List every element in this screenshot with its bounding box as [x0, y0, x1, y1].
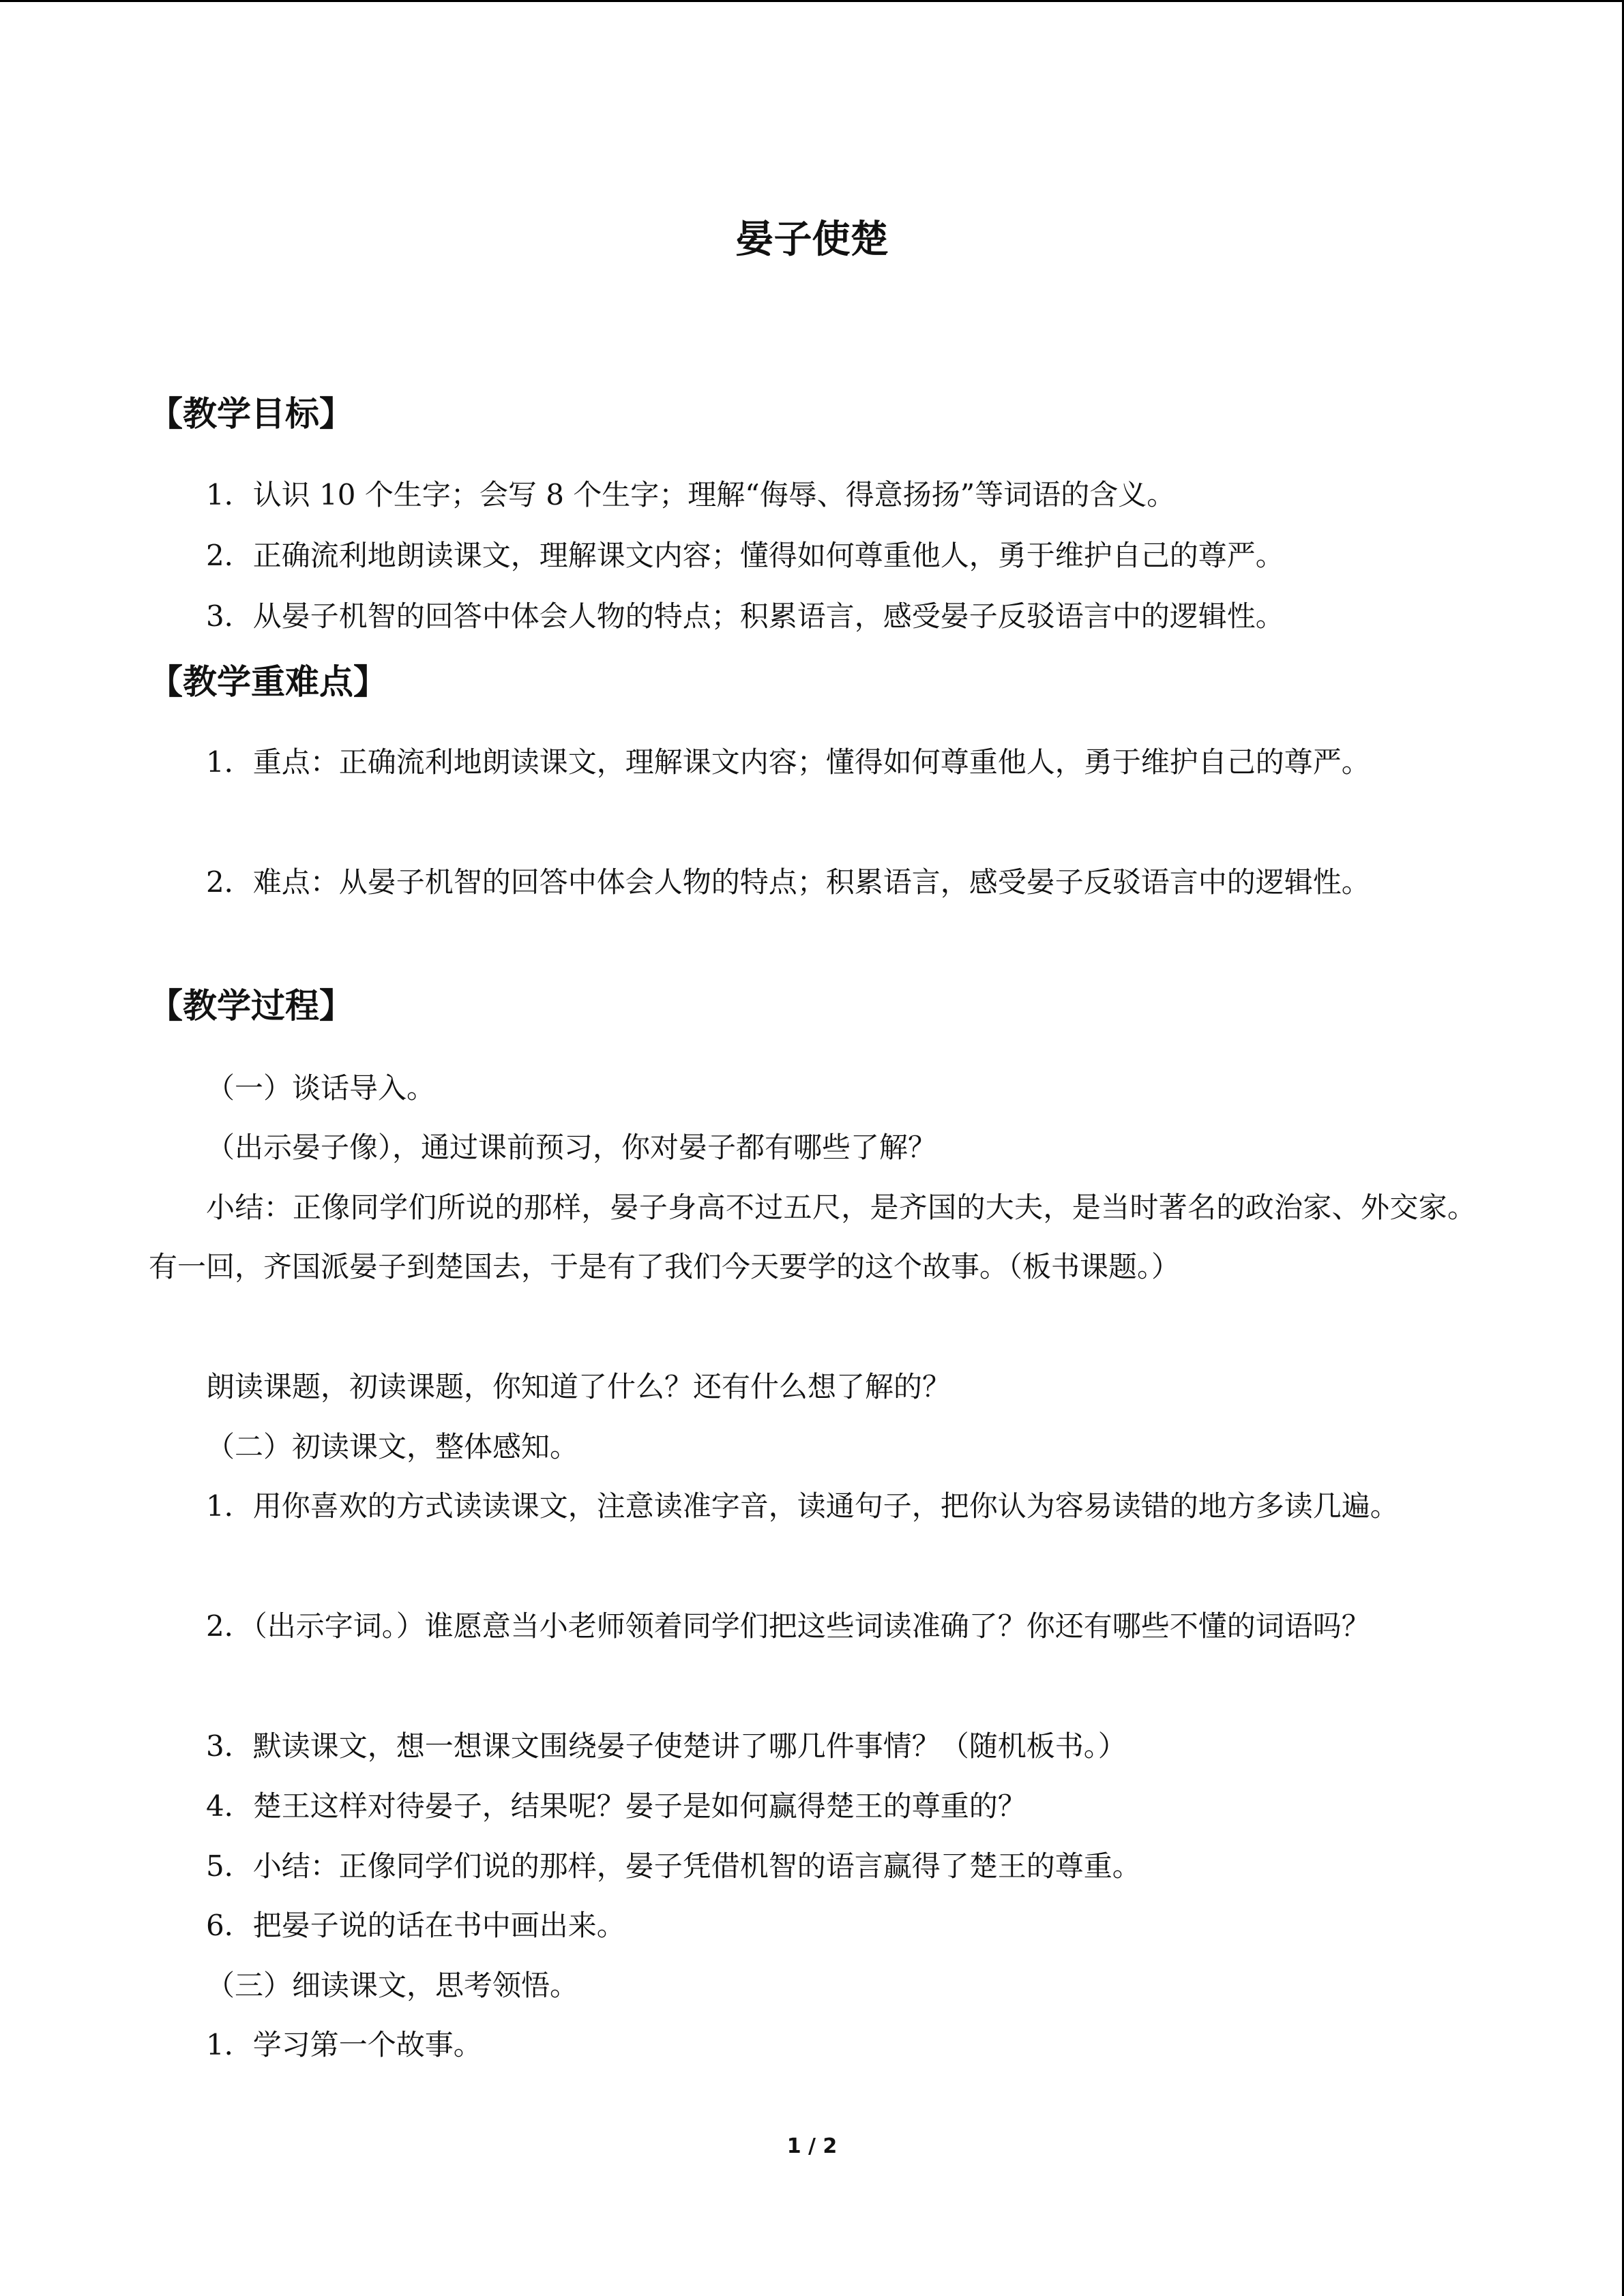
- page-top-border: [0, 0, 1624, 2]
- key-point-item: 1．重点：正确流利地朗读课文，理解课文内容；懂得如何尊重他人，勇于维护自己的尊严。: [206, 745, 1370, 779]
- key-point-item: 2．难点：从晏子机智的回答中体会人物的特点；积累语言，感受晏子反驳语言中的逻辑性。: [206, 865, 1370, 899]
- process-item: 2．（出示字词。）谁愿意当小老师领着同学们把这些词读准确了？你还有哪些不懂的词语吗？: [206, 1609, 1370, 1643]
- section-heading-objectives: 【教学目标】: [149, 394, 353, 434]
- process-item: （一）谈话导入。: [206, 1071, 436, 1105]
- process-item: 1．学习第一个故事。: [206, 2028, 482, 2061]
- section-heading-key-points: 【教学重难点】: [149, 662, 387, 702]
- process-item: 6．把晏子说的话在书中画出来。: [206, 1909, 625, 1942]
- process-item: （三）细读课文，思考领悟。: [206, 1969, 579, 2002]
- process-item: 小结：正像同学们所说的那样，晏子身高不过五尺，是齐国的大夫，是当时著名的政治家、外交家。有一回，齐国派晏子到楚国去，于是有了我们今天要学的这个故事。（板书课题。）: [149, 1191, 1476, 1283]
- objective-item: 2．正确流利地朗读课文，理解课文内容；懂得如何尊重他人，勇于维护自己的尊严。: [206, 539, 1284, 572]
- process-item: 朗读课题，初读课题，你知道了什么？还有什么想了解的？: [206, 1370, 951, 1403]
- process-item: （二）初读课文，整体感知。: [206, 1430, 579, 1463]
- section-heading-process: 【教学过程】: [149, 986, 353, 1026]
- objective-item: 3．从晏子机智的回答中体会人物的特点；积累语言，感受晏子反驳语言中的逻辑性。: [206, 599, 1284, 633]
- page-title: 晏子使楚: [735, 218, 889, 262]
- objective-item: 1．认识 10 个生字；会写 8 个生字；理解“侮辱、得意扬扬”等词语的含义。: [206, 478, 1176, 511]
- process-item: 4．楚王这样对待晏子，结果呢？晏子是如何赢得楚王的尊重的？: [206, 1789, 1027, 1823]
- process-item: 1．用你喜欢的方式读读课文，注意读准字音，读通句子，把你认为容易读错的地方多读几遍。: [206, 1489, 1399, 1523]
- process-item: 3．默读课文，想一想课文围绕晏子使楚讲了哪几件事情？（随机板书。）: [206, 1729, 1127, 1763]
- page-number: 1 / 2: [786, 2134, 838, 2158]
- process-item: 5．小结：正像同学们说的那样，晏子凭借机智的语言赢得了楚王的尊重。: [206, 1849, 1141, 1883]
- process-item: （出示晏子像），通过课前预习，你对晏子都有哪些了解？: [206, 1131, 937, 1164]
